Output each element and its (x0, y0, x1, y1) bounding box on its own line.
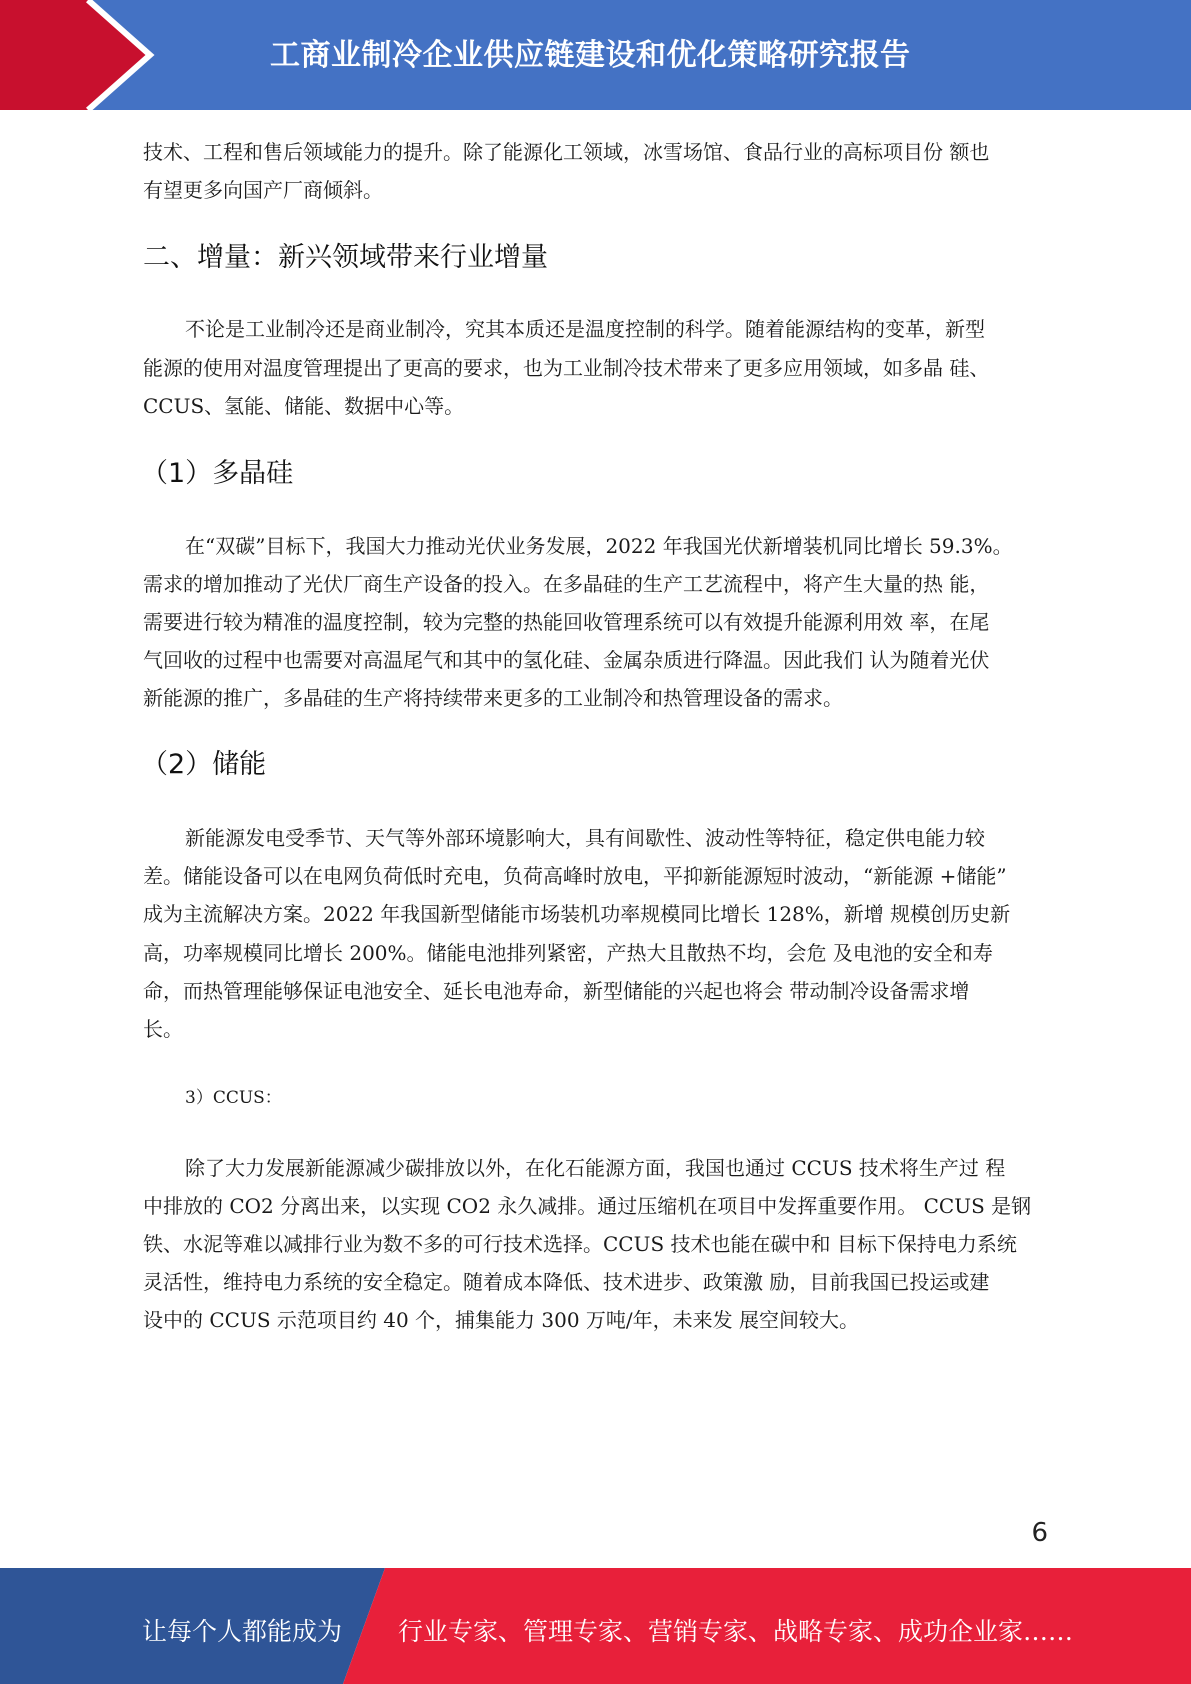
ccus-line-2: 中排放的 CO2 分离出来，以实现 CO2 永久减排。通过压缩机在项目中发挥重要作用。 CCUS 是钢 (143, 1194, 1032, 1218)
storage-line-1: 新能源发电受季节、天气等外部环境影响大，具有间歇性、波动性等特征，稳定供电能力较 (185, 826, 985, 850)
page-footer (0, 1568, 1191, 1684)
section-para-line-1: 不论是工业制冷还是商业制冷，究其本质还是温度控制的科学。随着能源结构的变革，新型 (185, 317, 985, 341)
ccus-line-5: 设中的 CCUS 示范项目约 40 个，捕集能力 300 万吨/年，未来发 展空间较大。 (143, 1308, 860, 1332)
subheading-polysilicon: （1）多晶硅 (141, 458, 294, 489)
polysilicon-line-4: 气回收的过程中也需要对高温尾气和其中的氢化硅、金属杂质进行降温。因此我们 认为随着光伏 (143, 648, 990, 672)
page-header (0, 0, 1191, 110)
section-para-line-3: CCUS、氢能、储能、数据中心等。 (143, 394, 465, 418)
polysilicon-line-5: 新能源的推广，多晶硅的生产将持续带来更多的工业制冷和热管理设备的需求。 (143, 686, 843, 710)
page-number: 6 (1031, 1518, 1048, 1548)
ccus-line-4: 灵活性，维持电力系统的安全稳定。随着成本降低、技术进步、政策激 励，目前我国已投运或建 (143, 1270, 990, 1294)
header-arrow-decoration (0, 0, 180, 110)
polysilicon-line-1: 在“双碳”目标下，我国大力推动光伏业务发展，2022 年我国光伏新增装机同比增长 59.3%。 (185, 534, 1013, 558)
ccus-line-3: 铁、水泥等难以减排行业为数不多的可行技术选择。CCUS 技术也能在碳中和 目标下保持电力系统 (143, 1232, 1017, 1256)
storage-line-5: 命，而热管理能够保证电池安全、延长电池寿命，新型储能的兴起也将会 带动制冷设备需求增 (143, 979, 970, 1003)
footer-slogan-left: 让每个人都能成为 (142, 1617, 343, 1646)
storage-line-3: 成为主流解决方案。2022 年我国新型储能市场装机功率规模同比增长 128%，新增 规模创历史新 (143, 902, 1011, 926)
report-title: 工商业制冷企业供应链建设和优化策略研究报告 (270, 38, 911, 73)
footer-slogan-right: 行业专家、管理专家、营销专家、战略专家、成功企业家…… (398, 1617, 1074, 1646)
storage-line-4: 高，功率规模同比增长 200%。储能电池排列紧密，产热大且散热不均，会危 及电池的安全和寿 (143, 941, 993, 965)
section-para-line-2: 能源的使用对温度管理提出了更高的要求，也为工业制冷技术带来了更多应用领域，如多晶 硅、 (143, 356, 990, 380)
polysilicon-line-3: 需要进行较为精准的温度控制，较为完整的热能回收管理系统可以有效提升能源利用效 率，在尾 (143, 610, 990, 634)
storage-line-6: 长。 (143, 1017, 183, 1041)
intro-line-2: 有望更多向国产厂商倾斜。 (143, 178, 383, 202)
ccus-line-1: 除了大力发展新能源减少碳排放以外，在化石能源方面，我国也通过 CCUS 技术将生产过 程 (185, 1156, 1006, 1180)
storage-line-2: 差。储能设备可以在电网负荷低时充电，负荷高峰时放电，平抑新能源短时波动，“新能源 +储能” (143, 864, 1007, 888)
section-heading: 二、增量：新兴领域带来行业增量 (143, 242, 548, 273)
intro-line-1: 技术、工程和售后领域能力的提升。除了能源化工领域，冰雪场馆、食品行业的高标项目份 额也 (143, 140, 990, 164)
subheading-energy-storage: （2）储能 (141, 749, 267, 780)
subheading-ccus: 3）CCUS： (185, 1088, 282, 1108)
polysilicon-line-2: 需求的增加推动了光伏厂商生产设备的投入。在多晶硅的生产工艺流程中，将产生大量的热 能， (143, 572, 990, 596)
